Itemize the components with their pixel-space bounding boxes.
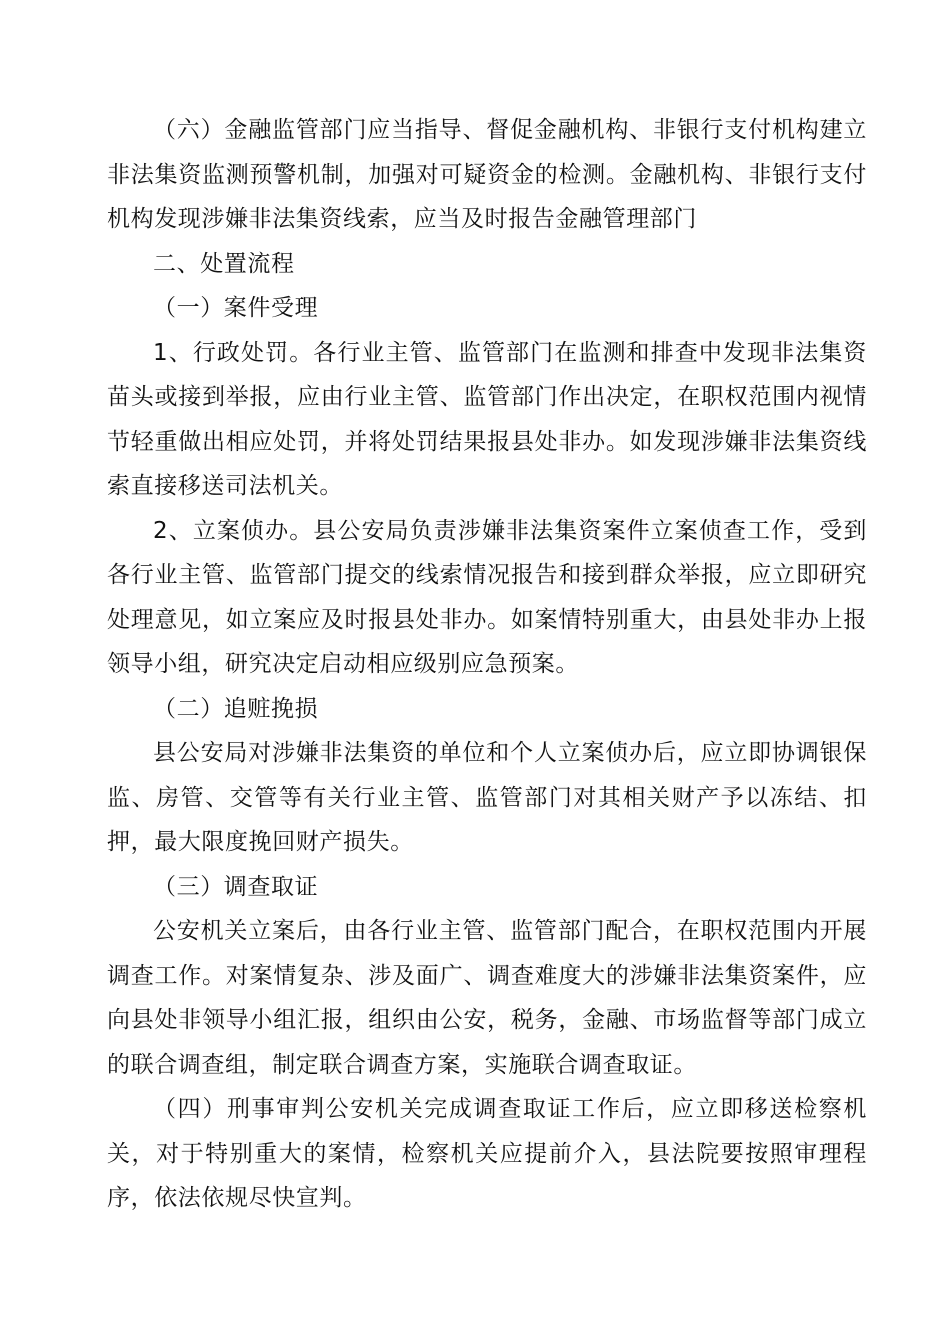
subsection-heading-evidence-collection: （三）调查取证 <box>153 873 319 900</box>
paragraph-administrative-penalty: 1、行政处罚。各行业主管、监管部门在监测和排查中发现非法集资苗头或接到举报，应由行业主管、监管部门作出决定，在职权范围内视情节轻重做出相应处罚，并将处罚结果报县处非办。如发现涉嫌非法集资线索直接移送司法机关。 <box>107 339 867 499</box>
document-body <box>107 108 867 1221</box>
paragraph-evidence-collection: 公安机关立案后，由各行业主管、监管部门配合，在职权范围内开展调查工作。对案情复杂、涉及面广、调查难度大的涉嫌非法集资案件，应向县处非领导小组汇报，组织由公安，税务，金融、市场监督等部门成立的联合调查组，制定联合调查方案，实施联合调查取证。 <box>107 918 867 1078</box>
subsection-heading-case-acceptance: （一）案件受理 <box>153 295 319 321</box>
subsection-heading-asset-recovery: （二）追赃挽损 <box>153 695 319 722</box>
paragraph-asset-recovery: 县公安局对涉嫌非法集资的单位和个人立案侦办后，应立即协调银保监、房管、交管等有关行业主管、监管部门对其相关财产予以冻结、扣押，最大限度挽回财产损失。 <box>107 740 867 855</box>
paragraph-financial-supervision: （六）金融监管部门应当指导、督促金融机构、非银行支付机构建立非法集资监测预警机制，加强对可疑资金的检测。金融机构、非银行支付机构发现涉嫌非法集资线索，应当及时报告金融管理部门 <box>107 117 867 232</box>
paragraph-criminal-trial: （四）刑事审判公安机关完成调查取证工作后，应立即移送检察机关，对于特别重大的案情，检察机关应提前介入，县法院要按照审理程序，依法依规尽快宣判。 <box>107 1096 867 1211</box>
paragraph-case-investigation: 2、立案侦办。县公安局负责涉嫌非法集资案件立案侦查工作，受到各行业主管、监管部门提交的线索情况报告和接到群众举报，应立即研究处理意见，如立案应及时报县处非办。如案情特别重大，由县处非办上报领导小组，研究决定启动相应级别应急预案。 <box>107 517 867 677</box>
section-heading-disposal-process: 二、处置流程 <box>153 250 295 277</box>
